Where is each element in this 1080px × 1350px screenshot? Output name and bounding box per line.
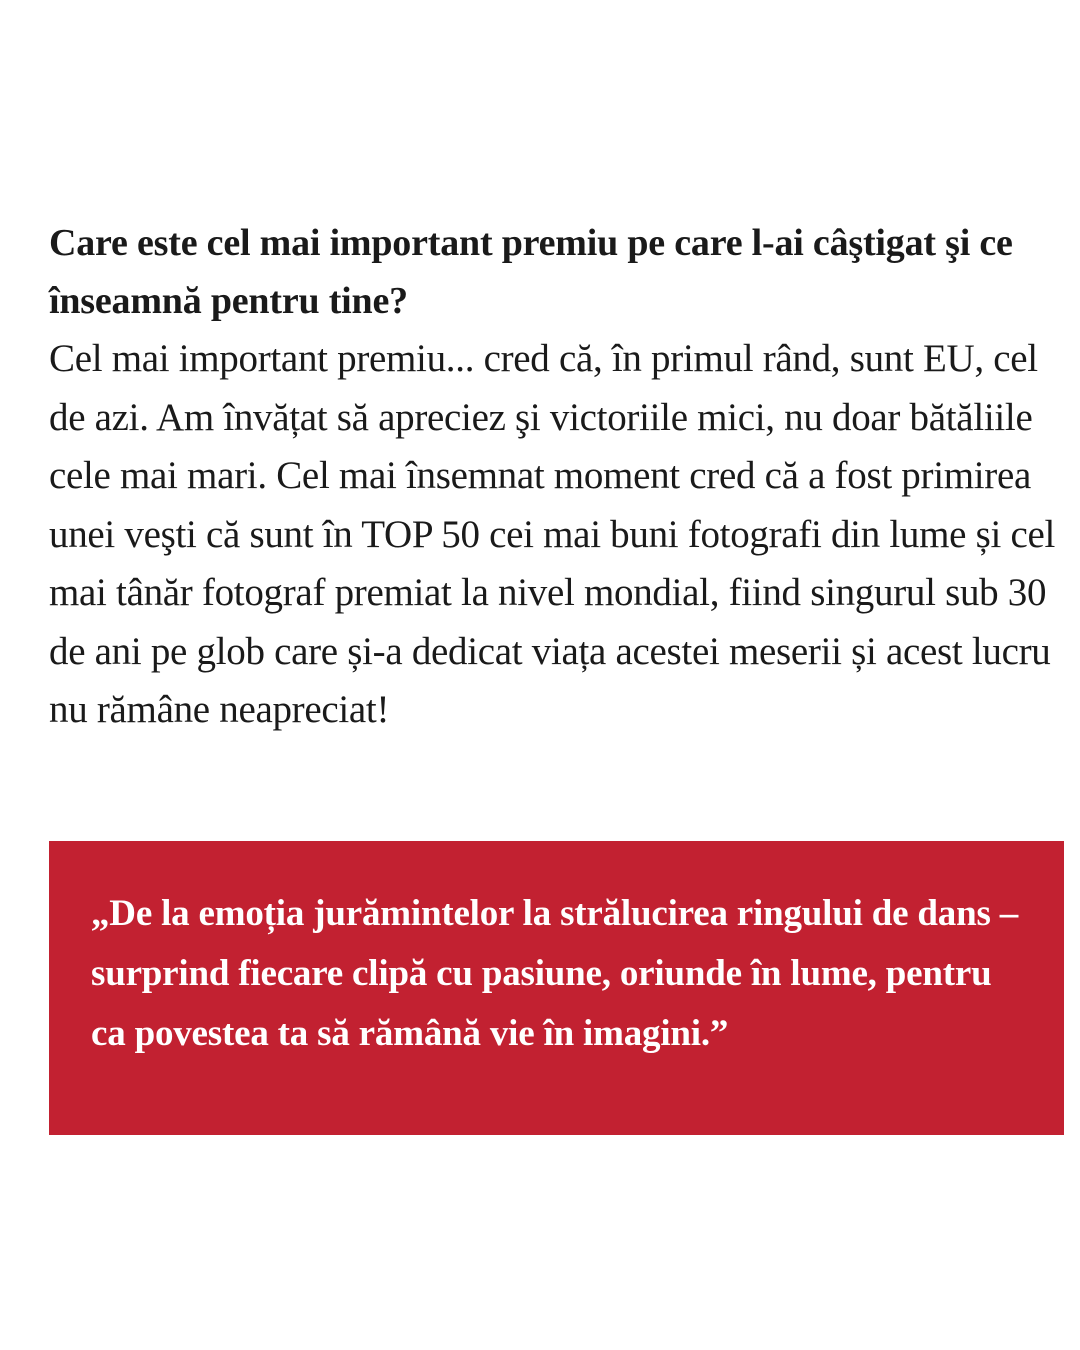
pull-quote-text: „De la emoția jurămintelor la strălucirea ringului de dans – surprind fiecare clipă cu pasiune, oriunde în lume, pentru ca povestea ta să rămână vie în imagini.”	[91, 893, 1019, 1054]
interview-question: Care este cel mai important premiu pe care l-ai câştigat şi ce înseamnă pentru tine?	[49, 222, 1013, 322]
interview-answer: Cel mai important premiu... cred că, în primul rând, sunt EU, cel de azi. Am învățat să apreciez şi victoriile mici, nu doar bătăliile cele mai mari. Cel mai însemnat moment cred că a fost primirea unei veşti că sunt în TOP 50 cei mai buni fotografi din lume și cel mai tânăr fotograf premiat la nivel mondial, fiind singurul sub 30 de ani pe glob care și-a dedicat viața acestei meserii și acest lucru nu rămâne neapreciat!	[49, 337, 1055, 731]
article-body	[49, 214, 1059, 740]
pull-quote-box	[49, 841, 1064, 1135]
